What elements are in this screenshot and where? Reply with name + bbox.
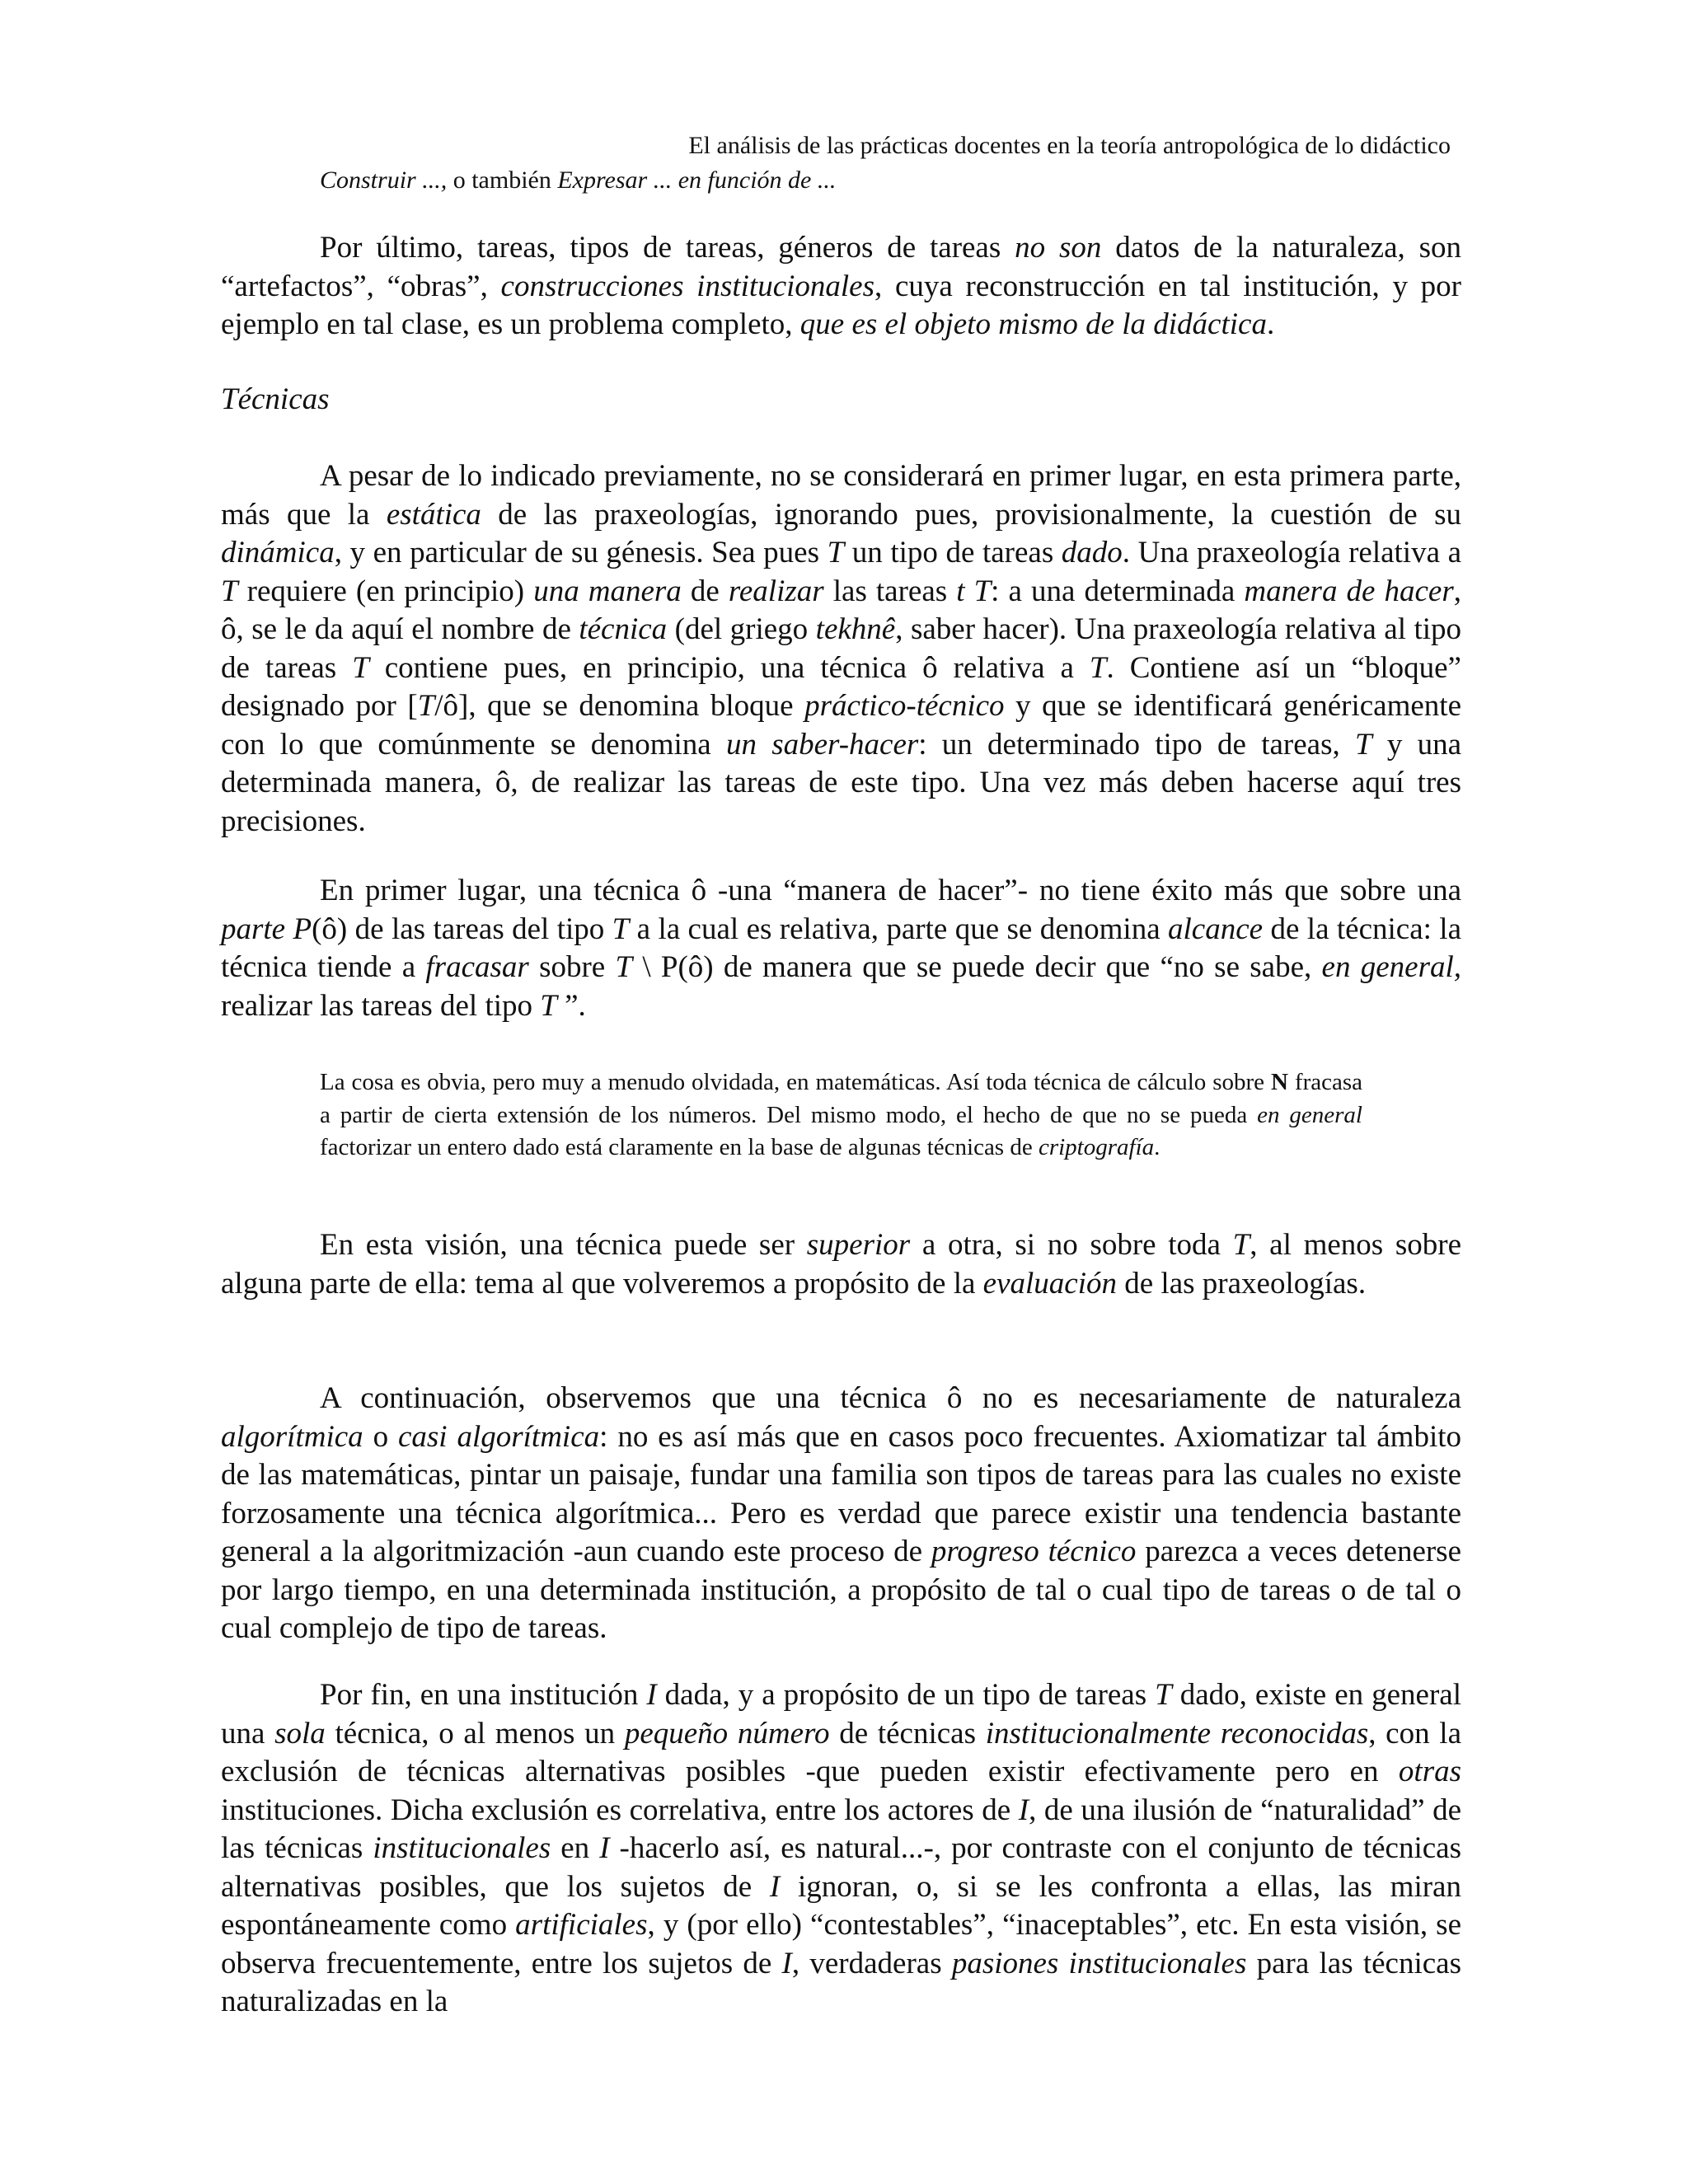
text-run: instituciones. Dicha exclusión es correlativa, entre los actores de (221, 1793, 1019, 1827)
italic-run: T (1155, 1678, 1172, 1712)
text-run: o (363, 1419, 398, 1454)
text-run: ignoran, o, si se les confronta a ellas, las miran espontáneamente como (221, 1869, 1461, 1942)
paragraph-text (221, 872, 1461, 1025)
italic-run: t (956, 574, 965, 608)
italic-run: que es el objeto mismo de la didáctica (799, 307, 1267, 341)
paragraph (221, 872, 1461, 1025)
text-run: realizar las tareas del tipo (221, 988, 541, 1023)
paragraph (221, 1676, 1461, 2022)
italic-run: T (612, 912, 630, 946)
text-run: : no es así más que en casos poco frecuentes. Axiomatizar tal ámbito de las matemáticas, pintar un paisaje, fundar una familia son tipos de tareas para las cuales no existe forzosamente una técnica algorítmica... Pero es verdad que parece existir una tendencia bastante general a la algoritmización -aun cuando este proceso de (221, 1419, 1462, 1568)
text-run: , y en particular de su génesis. Sea pues (334, 536, 828, 569)
text-run: de las praxeologías, ignorando pues, provisionalmente, la cuestión de su (481, 497, 1461, 532)
italic-run: T (1232, 1228, 1250, 1262)
italic-run: estática (386, 497, 481, 532)
italic-run: I (769, 1869, 781, 1904)
text-run: contiene pues, en principio, una técnica ô relativa a (368, 650, 1090, 685)
text-run: a la cual es relativa, parte que se denomina (629, 912, 1169, 946)
text-run: las tareas (823, 574, 957, 608)
italic-run: progreso técnico (931, 1535, 1137, 1568)
italic-run: T (827, 536, 845, 569)
text-run: técnica, o al menos un (325, 1716, 625, 1750)
italic-run: I (1018, 1793, 1029, 1827)
italic-run: artificiales (515, 1908, 648, 1942)
italic-run: pequeño número (624, 1716, 830, 1750)
text-run: a otra, si no sobre toda (910, 1228, 1233, 1262)
text-run: sobre (528, 950, 616, 984)
text-run: . Una praxeología relativa a (1122, 536, 1461, 569)
paragraph-text (221, 1676, 1461, 2022)
italic-run: no son (1015, 231, 1102, 265)
italic-run: Construir ..., (320, 166, 453, 194)
italic-run: I (781, 1946, 792, 1980)
text-run: . Contiene así un “bloque” designado por [ (221, 650, 1461, 723)
italic-run: I (646, 1678, 657, 1712)
paragraph (221, 1380, 1461, 1648)
text-run: ”. (556, 988, 586, 1023)
text-run: En primer lugar, una técnica ô -una “manera de hacer”- no tiene éxito más que sobre una (320, 874, 1461, 907)
text-run: o también (452, 166, 558, 194)
text-run: , de una ilusión de “naturalidad” de las técnicas (221, 1793, 1462, 1865)
paragraph (221, 229, 1461, 344)
bold-run: N (1271, 1069, 1288, 1095)
italic-run: en general, (1321, 950, 1462, 984)
section-heading: Técnicas (221, 382, 330, 416)
italic-run: realizar (728, 574, 824, 608)
text-run: : un determinado tipo de tareas, (918, 727, 1355, 762)
italic-run: en general (1257, 1101, 1362, 1128)
running-header-title: El análisis de las prácticas docentes en la teoría antropológica de lo didáctico (688, 132, 1451, 159)
text-run: requiere (en principio) (237, 574, 534, 608)
paragraph-text (221, 229, 1461, 344)
paragraph (221, 457, 1461, 841)
text-run: de la técnica: la técnica tiende a (221, 912, 1462, 984)
italic-run: T (1354, 727, 1372, 762)
running-header-continuation (320, 165, 836, 196)
italic-run: tekhnê (815, 612, 896, 646)
italic-run: T (417, 689, 435, 723)
text-run: parezca a veces detenerse por largo tiempo, en una determinada institución, a propósito de tal o cual tipo de tareas o de tal o cual complejo de tipo de tareas. (221, 1535, 1462, 1645)
text-run: factorizar un entero dado está claramente en la base de algunas técnicas de (320, 1134, 1039, 1160)
text-run: de las praxeologías. (1117, 1266, 1367, 1301)
block-quote (320, 1066, 1362, 1165)
text-run: La cosa es obvia, pero muy a menudo olvidada, en matemáticas. Así toda técnica de cálculo sobre (320, 1069, 1271, 1095)
text-run: de (681, 574, 729, 608)
text-run: (ô) de las tareas del tipo (312, 912, 612, 946)
italic-run: T (615, 950, 633, 984)
text-run: fracasa a partir de cierta extensión de los números. Del mismo modo, el hecho de que no se pueda (320, 1069, 1363, 1128)
italic-run: un saber-hacer (725, 727, 919, 762)
italic-run: evaluación (982, 1266, 1117, 1301)
text-run: y que se identificará genéricamente con lo que comúnmente se denomina (221, 689, 1462, 762)
italic-run: técnica (579, 612, 668, 646)
text-run: -hacerlo así, es natural...-, por contraste con el conjunto de técnicas alternativas posibles, que los sujetos de (221, 1831, 1461, 1904)
text-run: , cuya reconstrucción en tal institución, y por ejemplo en tal clase, es un problema completo, (221, 269, 1461, 341)
italic-run: T (973, 574, 992, 608)
paragraph-text (221, 1380, 1461, 1648)
italic-run: T (1089, 650, 1107, 685)
text-run: (del griego (667, 612, 816, 646)
paragraph-text (221, 1226, 1461, 1303)
italic-run: T (352, 650, 369, 685)
italic-run: casi algorítmica (397, 1419, 600, 1454)
text-run: A continuación, observemos que una técnica ô no es necesariamente de naturaleza (320, 1381, 1461, 1415)
text-run: . (1266, 307, 1275, 341)
italic-run: construcciones institucionales (500, 269, 874, 303)
text-run (965, 574, 974, 608)
italic-run: Expresar ... en función de ... (557, 166, 837, 194)
italic-run: pasiones institucionales (951, 1946, 1247, 1980)
text-run: A pesar de lo indicado previamente, no se considerará en primer lugar, en esta primera parte, más que la (221, 459, 1461, 532)
italic-run: dado (1061, 536, 1123, 569)
text-run: , saber hacer). Una praxeología relativa al tipo de tareas (221, 612, 1462, 685)
text-run: , con la exclusión de técnicas alternativas posibles -que pueden existir efectivamente pero en (221, 1716, 1461, 1788)
text-run: En esta visión, una técnica puede ser (320, 1228, 807, 1262)
italic-run: fracasar (425, 950, 529, 984)
italic-run: T (540, 988, 557, 1023)
italic-run: institucionalmente reconocidas (985, 1716, 1369, 1750)
paragraph (221, 1226, 1461, 1303)
italic-run: dinámica (221, 536, 335, 569)
text-run: y una determinada manera, ô, de realizar las tareas de este tipo. Una vez más deben hacerse aquí tres precisiones. (221, 727, 1461, 838)
text-run: /ô], que se denomina bloque (434, 689, 805, 723)
italic-run: institucionales (373, 1831, 551, 1865)
text-run: , verdaderas (791, 1946, 952, 1980)
italic-run: I (599, 1831, 610, 1865)
italic-run: manera de hacer (1244, 574, 1454, 608)
paragraph-text (221, 457, 1461, 841)
text-run: Por fin, en una institución (320, 1678, 647, 1712)
italic-run: una manera (533, 574, 682, 608)
text-run: , y (por ello) “contestables”, “inaceptables”, etc. En esta visión, se observa frecuentemente, entre los sujetos de (221, 1908, 1462, 1980)
text-run: datos de la naturaleza, son “artefactos”, “obras”, (221, 231, 1462, 303)
text-run: Por último, tareas, tipos de tareas, géneros de tareas (320, 231, 1015, 265)
text-run: \ P(ô) de manera que se puede decir que “no se sabe, (632, 950, 1322, 984)
italic-run: algorítmica (221, 1419, 363, 1454)
italic-run: superior (806, 1228, 911, 1262)
text-run: , al menos sobre alguna parte de ella: tema al que volveremos a propósito de la (221, 1228, 1461, 1301)
text-run: , ô, se le da aquí el nombre de (221, 574, 1461, 646)
text-run: dado, existe en general una (221, 1678, 1461, 1750)
italic-run: sola (274, 1716, 326, 1750)
italic-run: otras (1398, 1755, 1461, 1788)
italic-run: alcance (1168, 912, 1264, 946)
text-run: en (551, 1831, 600, 1865)
text-run: dada, y a propósito de un tipo de tareas (656, 1678, 1156, 1712)
italic-run: parte P (221, 912, 312, 946)
block-quote-text (320, 1066, 1362, 1165)
italic-run: criptografía (1038, 1134, 1155, 1160)
italic-run: T (221, 574, 238, 608)
text-run: para las técnicas naturalizadas en la (221, 1946, 1461, 2018)
text-run: de técnicas (829, 1716, 986, 1750)
text-run: un tipo de tareas (844, 536, 1062, 569)
italic-run: práctico-técnico (804, 689, 1005, 723)
text-run: . (1154, 1134, 1160, 1160)
text-run: : a una determinada (991, 574, 1245, 608)
